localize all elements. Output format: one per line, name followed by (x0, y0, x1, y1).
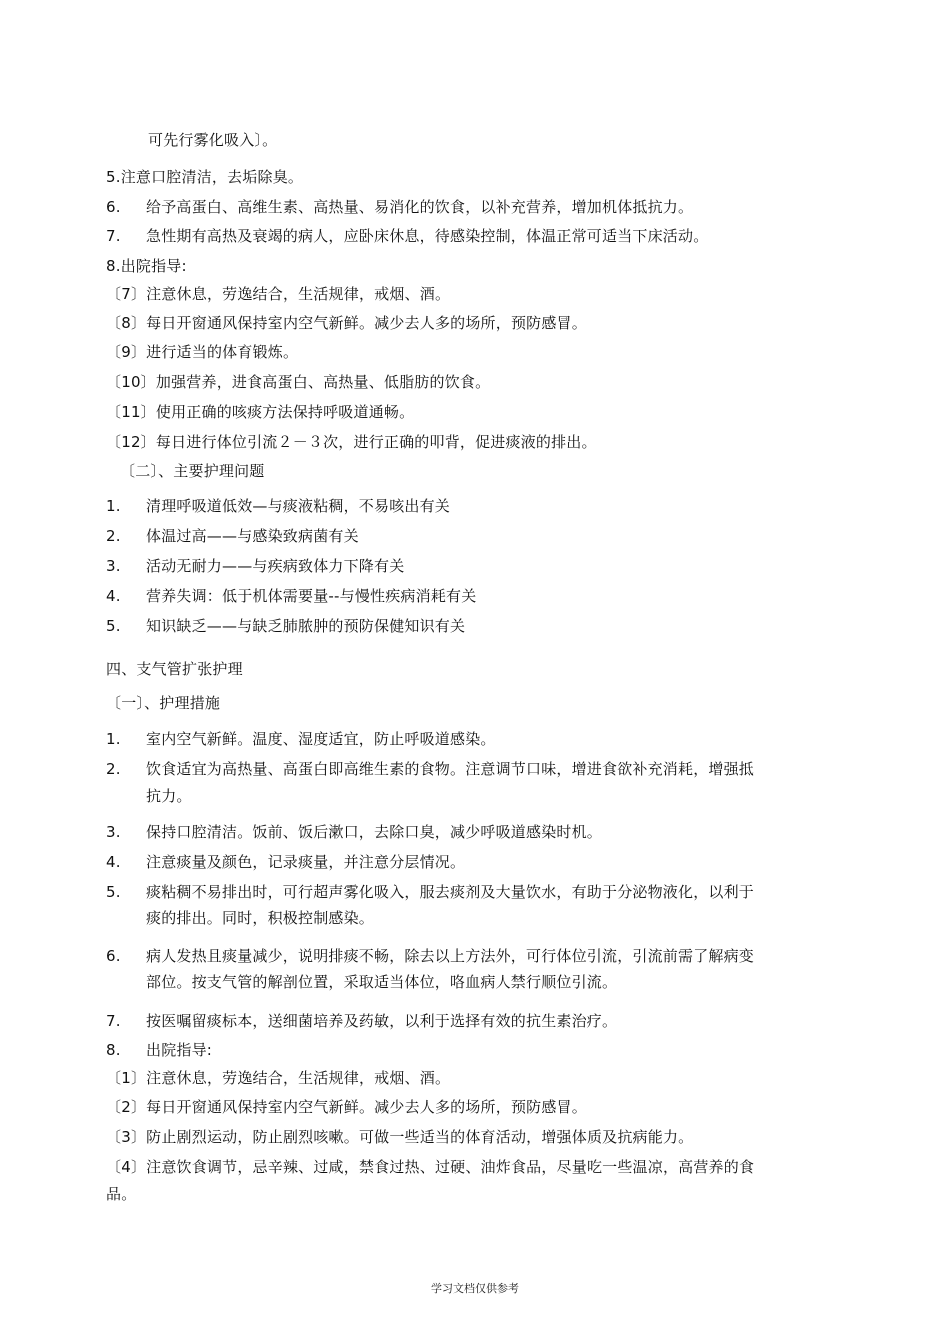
numbered-item (106, 616, 465, 636)
section-heading: 四、支气管扩张护理 (106, 660, 243, 678)
item-text-continuation: 抗力。 (146, 787, 192, 805)
item-number: 6. (106, 198, 121, 216)
item-number: 8. (106, 1041, 121, 1059)
item-text: 饮食适宜为高热量、高蛋白即高维生素的食物。注意调节口味，增进食欲补充消耗，增强抵 (146, 760, 755, 778)
numbered-item (106, 852, 465, 872)
numbered-item (106, 586, 476, 606)
numbered-item (106, 1040, 212, 1060)
item-number: 2. (106, 760, 121, 778)
text-line: 〔12〕每日进行体位引流２－３次，进行正确的叩背，促进痰液的排出。 (106, 433, 597, 451)
text-line: 〔8〕每日开窗通风保持室内空气新鲜。减少去人多的场所，预防感冒。 (106, 314, 587, 332)
item-number: 5. (106, 617, 121, 635)
item-text: 按医嘱留痰标本，送细菌培养及药敏，以利于选择有效的抗生素治疗。 (146, 1012, 618, 1030)
numbered-item (106, 496, 450, 516)
page-footer: 学习文档仅供参考 (431, 1282, 519, 1295)
text-line: 〔10〕加强营养，进食高蛋白、高热量、低脂肪的饮食。 (106, 373, 491, 391)
text-line: 〔3〕防止剧烈运动，防止剧烈咳嗽。可做一些适当的体育活动，增强体质及抗病能力。 (106, 1128, 694, 1146)
numbered-item (106, 946, 754, 966)
section-heading: 〔二〕、主要护理问题 (120, 462, 265, 480)
numbered-item (106, 556, 404, 576)
item-text: 知识缺乏——与缺乏肺脓肿的预防保健知识有关 (146, 617, 466, 635)
item-text: 营养失调：低于机体需要量--与慢性疾病消耗有关 (146, 587, 477, 605)
text-line: 5.注意口腔清洁，去垢除臭。 (106, 168, 304, 186)
item-text: 注意痰量及颜色，记录痰量，并注意分层情况。 (146, 853, 466, 871)
item-text: 急性期有高热及衰竭的病人，应卧床休息，待感染控制，体温正常可适当下床活动。 (146, 227, 709, 245)
subsection-heading: 〔一〕、护理措施 (106, 694, 221, 712)
numbered-item (106, 226, 708, 246)
text-line: 可先行雾化吸入〕。 (148, 131, 278, 149)
item-text: 出院指导: (146, 1041, 213, 1059)
item-number: 4. (106, 587, 121, 605)
item-number: 1. (106, 497, 121, 515)
item-text: 病人发热且痰量减少，说明排痰不畅，除去以上方法外，可行体位引流，引流前需了解病变 (146, 947, 755, 965)
text-line: 〔1〕注意休息，劳逸结合，生活规律，戒烟、酒。 (106, 1069, 451, 1087)
text-line: 〔9〕进行适当的体育锻炼。 (106, 343, 299, 361)
item-text: 痰粘稠不易排出时，可行超声雾化吸入，服去痰剂及大量饮水，有助于分泌物液化，以利于 (146, 883, 755, 901)
numbered-item (106, 822, 602, 842)
numbered-item (106, 882, 754, 902)
text-line: 8.出院指导: (106, 257, 187, 275)
item-number: 3. (106, 823, 121, 841)
item-text: 清理呼吸道低效—与痰液粘稠，不易咳出有关 (146, 497, 451, 515)
numbered-item (106, 197, 693, 217)
item-number: 6. (106, 947, 121, 965)
text-line: 〔7〕注意休息，劳逸结合，生活规律，戒烟、酒。 (106, 285, 451, 303)
item-number: 5. (106, 883, 121, 901)
text-line: 〔2〕每日开窗通风保持室内空气新鲜。减少去人多的场所，预防感冒。 (106, 1098, 587, 1116)
text-line: 〔11〕使用正确的咳痰方法保持呼吸道通畅。 (106, 403, 415, 421)
item-text: 活动无耐力——与疾病致体力下降有关 (146, 557, 405, 575)
numbered-item (106, 729, 496, 749)
numbered-item (106, 526, 359, 546)
item-text: 给予高蛋白、高维生素、高热量、易消化的饮食，以补充营养，增加机体抵抗力。 (146, 198, 694, 216)
item-text-continuation: 痰的排出。同时，积极控制感染。 (146, 909, 375, 927)
item-number: 7. (106, 227, 121, 245)
item-text: 体温过高——与感染致病菌有关 (146, 527, 359, 545)
numbered-item (106, 759, 754, 779)
text-line: 〔4〕注意饮食调节，忌辛辣、过咸，禁食过热、过硬、油炸食品，尽量吃一些温凉，高营养的食 (106, 1158, 755, 1176)
numbered-item (106, 1011, 617, 1031)
item-number: 2. (106, 527, 121, 545)
item-number: 1. (106, 730, 121, 748)
item-text: 室内空气新鲜。温度、湿度适宜，防止呼吸道感染。 (146, 730, 496, 748)
item-text-continuation: 部位。按支气管的解剖位置，采取适当体位，咯血病人禁行顺位引流。 (146, 973, 618, 991)
item-text: 保持口腔清洁。饭前、饭后漱口，去除口臭，减少呼吸道感染时机。 (146, 823, 603, 841)
item-number: 4. (106, 853, 121, 871)
item-number: 3. (106, 557, 121, 575)
text-line-continuation: 品。 (106, 1185, 137, 1203)
item-number: 7. (106, 1012, 121, 1030)
